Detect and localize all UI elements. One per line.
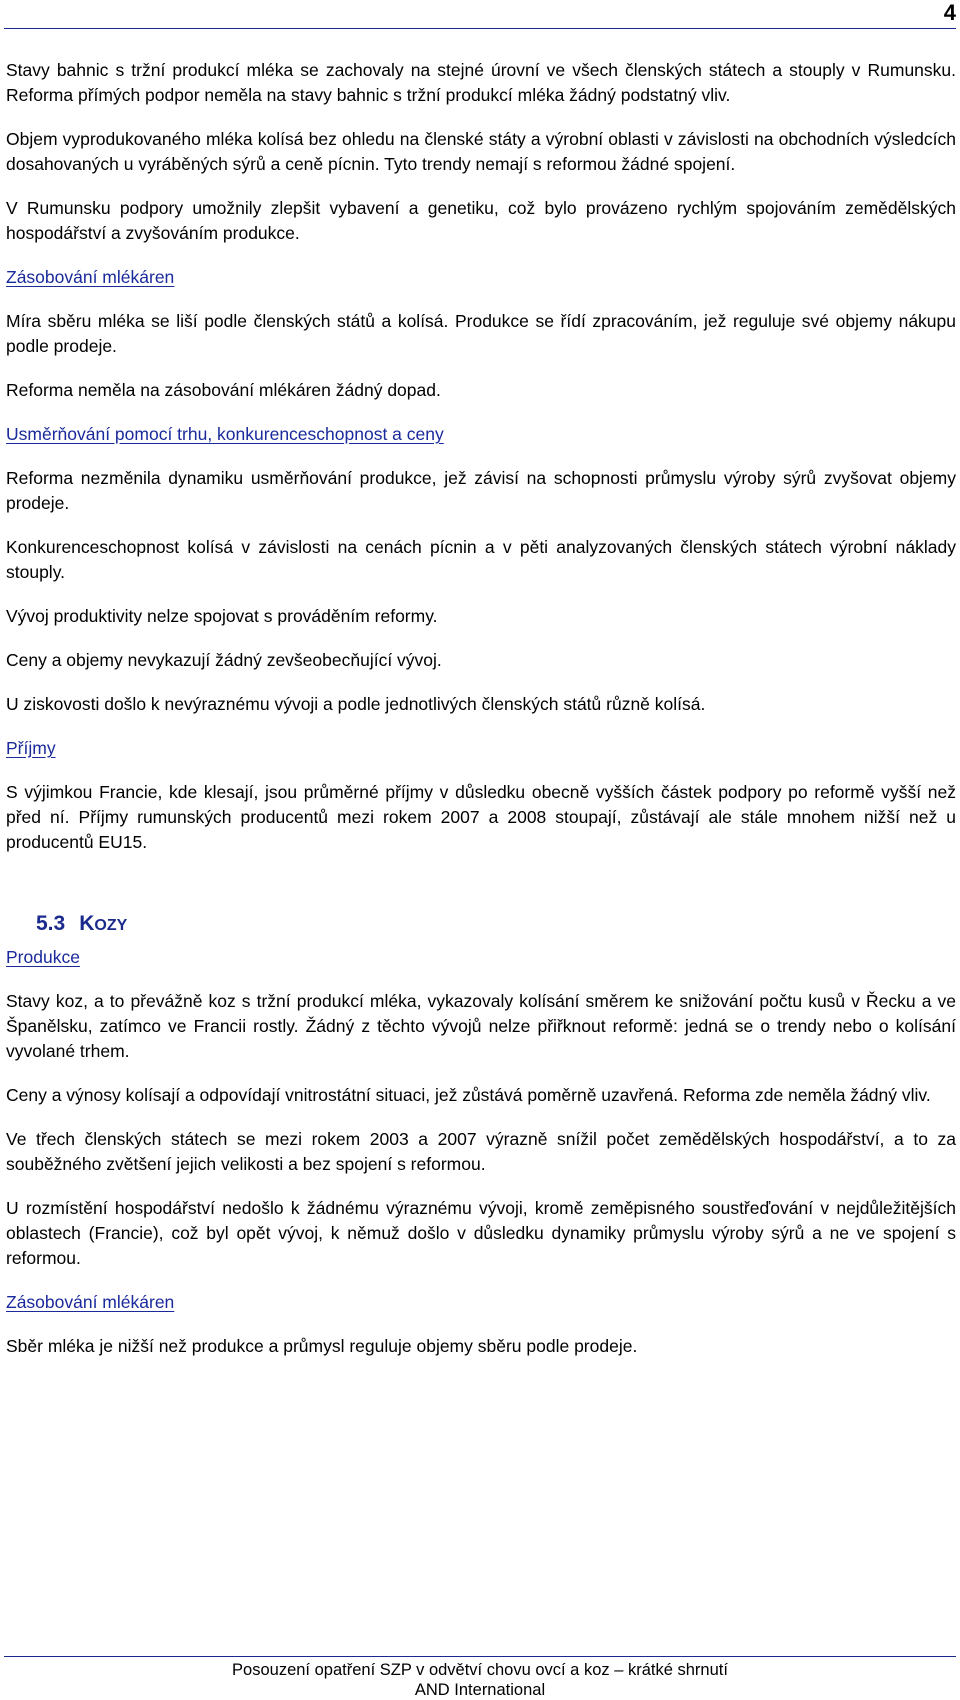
section-title (79, 912, 127, 935)
subheading-dairy-supply: Zásobování mlékáren (6, 267, 175, 287)
subheading-market-regulation: Usměrňování pomocí trhu, konkurenceschopnost a ceny (6, 424, 444, 444)
document-body (6, 58, 956, 1378)
paragraph-profitability: U ziskovosti došlo k nevýraznému vývoji a podle jednotlivých členských států různě kolísá. (6, 694, 706, 714)
page-number: 4 (943, 0, 956, 25)
paragraph-prices-yields: Ceny a výnosy kolísají a odpovídají vnitrostátní situaci, jež zůstává poměrně uzavřená. Reforma zde neměla žádný vliv. (6, 1085, 931, 1105)
header-rule (4, 28, 956, 29)
section-title-initial: K (79, 912, 95, 935)
paragraph-production-dynamics: Reforma nezměnila dynamiku usměrňování produkce, jež závisí na schopnosti průmyslu výroby sýrů zvyšovat objemy prodeje. (6, 468, 956, 513)
paragraph-dairy-impact: Reforma neměla na zásobování mlékáren žádný dopad. (6, 380, 441, 400)
paragraph-farm-distribution: U rozmístění hospodářství nedošlo k žádnému výraznému vývoji, kromě zeměpisného soustřeďování v nejdůležitějších oblastech (Francie), což byl opět vývoj, k němuž došlo v důsledku dynamiky průmyslu výroby sýrů a ne ve spojení s reformou. (6, 1198, 956, 1268)
section-number: 5.3 (36, 912, 66, 935)
footer-title: Posouzení opatření SZP v odvětví chovu ovcí a koz – krátké shrnutí (232, 1661, 728, 1679)
subheading-income: Příjmy (6, 738, 56, 758)
subheading-dairy-supply-goats: Zásobování mlékáren (6, 1292, 175, 1312)
paragraph-milk-collection: Míra sběru mléka se liší podle členských států a kolísá. Produkce se řídí zpracováním, jež reguluje své objemy nákupu podle prodeje. (6, 311, 956, 356)
paragraph-goat-stocks: Stavy koz, a to převážně koz s tržní produkcí mléka, vykazovaly kolísání směrem ke snižování počtu kusů v Řecku a ve Španělsku, zatímco ve Francii rostly. Žádný z těchto vývojů nelze přiřknout reformě: jedná se o trendy nebo o kolísání vyvolané trhem. (6, 991, 956, 1061)
paragraph-romania-support: V Rumunsku podpory umožnily zlepšit vybavení a genetiku, což bylo provázeno rychlým spojováním zemědělských hospodářství a zvyšováním produkce. (6, 198, 956, 243)
paragraph-income: S výjimkou Francie, kde klesají, jsou průměrné příjmy v důsledku obecně vyšších částek podpory po reformě vyšší než před ní. Příjmy rumunských producentů mezi rokem 2007 a 2008 stoupají, zůstávají ale stále mnohem nižší než u producentů EU15. (6, 782, 956, 852)
paragraph-prices-volumes: Ceny a objemy nevykazují žádný zevšeobecňující vývoj. (6, 650, 442, 670)
section-title-rest: OZY (94, 917, 128, 934)
paragraph-productivity: Vývoj produktivity nelze spojovat s prováděním reformy. (6, 606, 438, 626)
paragraph-competitiveness: Konkurenceschopnost kolísá v závislosti na cenách pícnin a v pěti analyzovaných členských státech výrobní náklady stouply. (6, 537, 956, 582)
footer-organization: AND International (414, 1681, 546, 1699)
page-footer (0, 1660, 960, 1700)
paragraph-farm-numbers: Ve třech členských státech se mezi rokem 2003 a 2007 výrazně snížil počet zemědělských hospodářství, a to za souběžného zvětšení jejich velikosti a bez spojení s reformou. (6, 1129, 956, 1174)
footer-rule (4, 1656, 956, 1657)
subheading-production: Produkce (6, 947, 80, 967)
paragraph-milk-volume: Objem vyprodukovaného mléka kolísá bez ohledu na členské státy a výrobní oblasti v závislosti na obchodních výsledcích dosahovaných u vyráběných sýrů a ceně pícnin. Tyto trendy nemají s reformou žádné spojení. (6, 129, 956, 174)
paragraph-sheep-stocks: Stavy bahnic s tržní produkcí mléka se zachovaly na stejné úrovní ve všech členských státech a stouply v Rumunsku. Reforma přímých podpor neměla na stavy bahnic s tržní produkcí mléka žádný podstatný vliv. (6, 60, 956, 105)
section-heading-goats (36, 909, 956, 941)
paragraph-milk-collection-goats: Sběr mléka je nižší než produkce a průmysl reguluje objemy sběru podle prodeje. (6, 1336, 638, 1356)
